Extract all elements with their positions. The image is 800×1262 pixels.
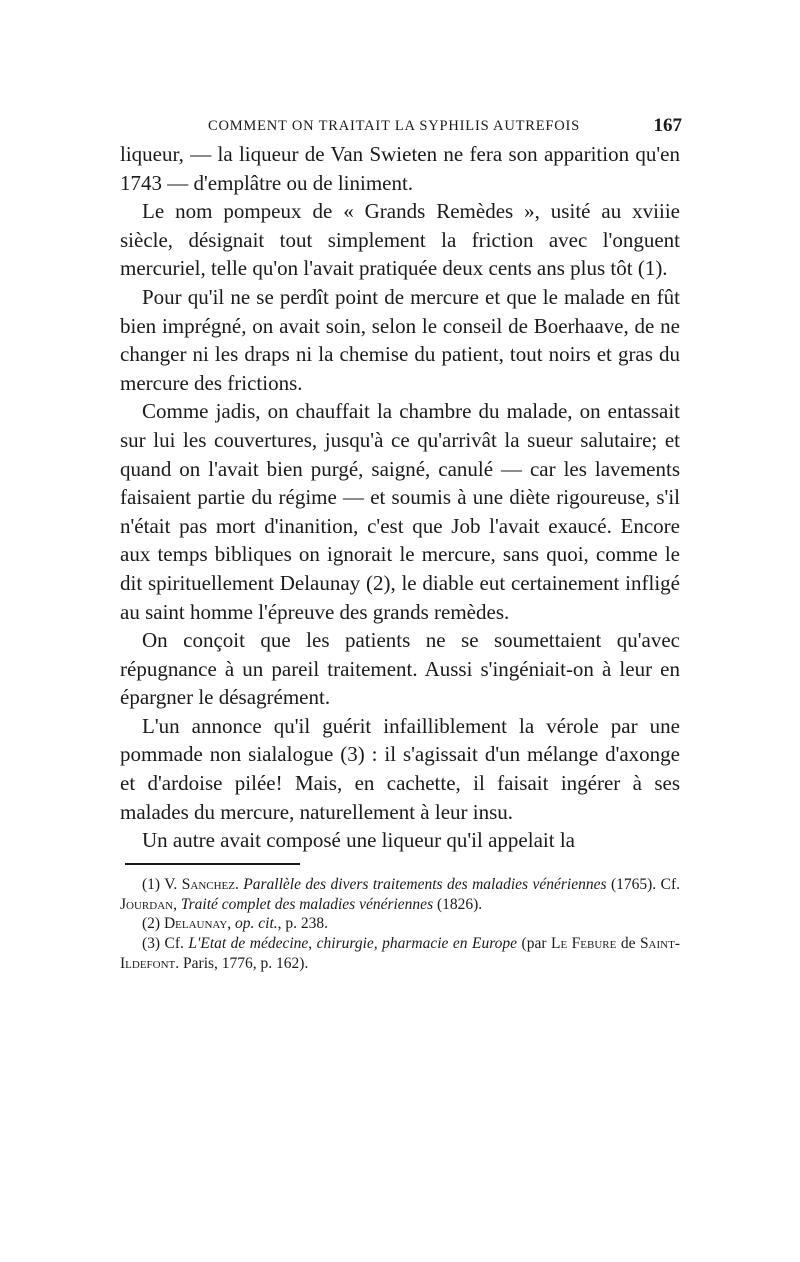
paragraph-6: L'un annonce qu'il guérit infailliblement la vérole par une pommade non sialalogue (3) : il s'agissait d'un mélange d'axonge et d'ardoise pilée! Mais, en cachette, il faisait ingérer à ses malades du mercure, naturellement à leur insu. xyxy=(120,713,680,824)
running-head: COMMENT ON TRAITAIT LA SYPHILIS AUTREFOIS xyxy=(208,118,581,134)
footnote-1-mark: (1) V. xyxy=(142,875,182,893)
paragraph-4: Comme jadis, on chauffait la chambre du malade, on entassait sur lui les couvertures, jusqu'à ce qu'arrivât la sueur salutaire; et quand on l'avait bien purgé, saigné, canulé — car les lavements faisaient partie du régime — et soumis à une diète rigoureuse, s'il n'était pas mort d'inanition, c'est que Job l'avait exaucé. Encore aux temps bibliques on ignorait le mercure, sans quoi, comme le dit spirituellement Delaunay (2), le diable eut certainement infligé au saint homme l'épreuve des grands remèdes. xyxy=(120,399,680,624)
footnote-3-mark: (3) Cf. xyxy=(142,935,189,953)
paragraph-2: Le nom pompeux de « Grands Remèdes », usité au xviiie siècle, désignait tout simplement la friction avec l'onguent mercuriel, telle qu'on l'avait pratiquée deux cents ans plus tôt (1). xyxy=(120,199,680,281)
footnote-rule xyxy=(125,863,300,865)
footnote-3-rest: . Paris, 1776, p. 162). xyxy=(175,955,309,973)
footnote-1-title-2: Traité complet des maladies vénériennes xyxy=(180,895,434,913)
footnote-2-author: Delaunay xyxy=(163,915,228,933)
page-header xyxy=(120,112,680,140)
body-text xyxy=(120,140,680,855)
footnote-1-sep: . xyxy=(234,875,244,893)
paragraph-7: Un autre avait composé une liqueur qu'il appelait la xyxy=(142,828,575,853)
footnote-1-author: Sanchez xyxy=(181,875,235,893)
footnote-2-sep: , xyxy=(227,915,236,933)
footnote-3-title: L'Etat de médecine, chirurgie, pharmacie en Europe xyxy=(188,935,518,953)
page-number: 167 xyxy=(653,115,682,136)
paragraph-3: Pour qu'il ne se perdît point de mercure et que le malade en fût bien imprégné, on avait soin, selon le conseil de Boerhaave, de ne changer ni les draps ni la chemise du patient, tout noirs et gras du mercure des frictions. xyxy=(120,284,680,395)
footnote-3 xyxy=(120,934,680,974)
footnote-1-date-2: (1826). xyxy=(433,895,483,913)
footnote-3-author-2: Saint-Ildefont xyxy=(120,935,680,973)
footnote-2 xyxy=(120,914,680,934)
footnote-1-title: Parallèle des divers traitements des maladies vénériennes xyxy=(243,875,607,893)
footnote-3-de: de xyxy=(616,935,640,953)
footnote-2-ref: op. cit. xyxy=(235,915,278,933)
footnote-1-date: (1765). Cf. xyxy=(606,875,680,893)
footnote-1-author-2: Jourdan xyxy=(120,895,174,913)
footnote-1-sep-2: , xyxy=(173,895,181,913)
footnote-1 xyxy=(120,875,680,915)
paragraph-5: On conçoit que les patients ne se soumettaient qu'avec répugnance à un pareil traitement. Aussi s'ingéniait-on à leur en épargner le désagrément. xyxy=(120,628,680,710)
book-page xyxy=(120,112,680,974)
footnote-2-mark: (2) xyxy=(142,915,164,933)
footnotes xyxy=(120,875,680,974)
footnote-2-page: , p. 238. xyxy=(277,915,329,933)
paragraph-1: liqueur, — la liqueur de Van Swieten ne fera son apparition qu'en 1743 — d'emplâtre ou de liniment. xyxy=(120,142,680,195)
footnote-3-author: Le Febure xyxy=(550,935,617,953)
footnote-3-par: (par xyxy=(517,935,551,953)
